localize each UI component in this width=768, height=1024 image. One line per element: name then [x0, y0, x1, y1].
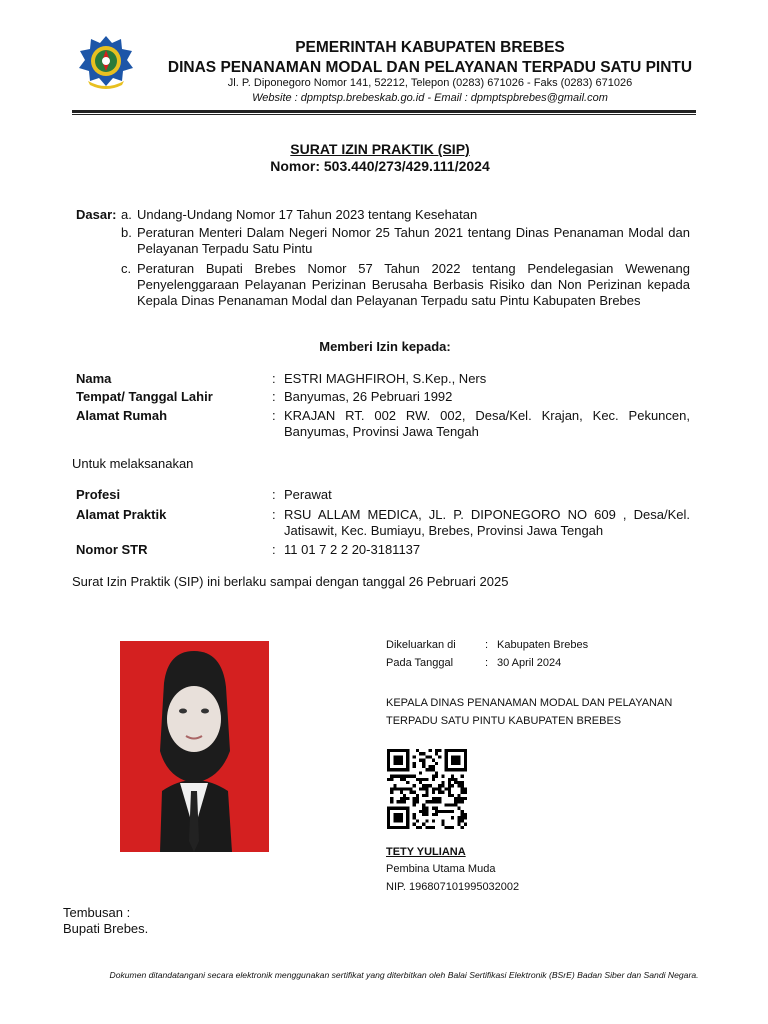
untuk-melaksanakan: Untuk melaksanakan — [72, 456, 194, 471]
alamat-praktik-value: RSU ALLAM MEDICA, JL. P. DIPONEGORO NO 609 , Desa/Kel. Jatisawit, Kec. Bumiayu, Brebes, Provinsi Jawa Tengah — [284, 507, 690, 538]
ttl-label: Tempat/ Tanggal Lahir — [76, 389, 213, 404]
dasar-marker-b: b. — [121, 225, 132, 240]
issue-place-label: Dikeluarkan di — [386, 639, 456, 651]
header-agency-name: DINAS PENANAMAN MODAL DAN PELAYANAN TERPADU SATU PINTU — [167, 59, 693, 76]
alamat-rumah-value: KRAJAN RT. 002 RW. 002, Desa/Kel. Krajan, Kec. Pekuncen, Banyumas, Provinsi Jawa Tengah — [284, 408, 690, 439]
dasar-marker-a: a. — [121, 207, 132, 222]
header-address: Jl. P. Diponegoro Nomor 141, 52212, Telepon (0283) 671026 - Faks (0283) 671026 — [227, 77, 633, 89]
dasar-label: Dasar: — [76, 207, 117, 222]
dasar-item-b: Peraturan Menteri Dalam Negeri Nomor 25 Tahun 2021 tentang Dinas Penanaman Modal dan Pelayanan Terpadu Satu Pintu — [137, 225, 690, 256]
official-title-line1: KEPALA DINAS PENANAMAN MODAL DAN PELAYANAN — [386, 697, 673, 709]
dasar-item-a: Undang-Undang Nomor 17 Tahun 2023 tentang Kesehatan — [137, 207, 478, 222]
validity-statement: Surat Izin Praktik (SIP) ini berlaku sampai dengan tanggal 26 Pebruari 2025 — [72, 574, 509, 589]
nama-label: Nama — [76, 371, 112, 386]
grant-heading: Memberi Izin kepada: — [319, 339, 451, 354]
document-title: SURAT IZIN PRAKTIK (SIP) — [290, 141, 470, 157]
colon: : — [272, 371, 276, 386]
holder-photo — [120, 641, 269, 852]
header-website-email: Website : dpmptsp.brebeskab.go.id - Email : dpmptspbrebes@gmail.com — [252, 92, 608, 104]
header-government-name: PEMERINTAH KABUPATEN BREBES — [295, 39, 565, 56]
issue-place-value: Kabupaten Brebes — [497, 639, 589, 651]
alamat-praktik-label: Alamat Praktik — [76, 507, 167, 522]
tembusan-recipient: Bupati Brebes. — [63, 921, 149, 936]
colon: : — [272, 507, 276, 522]
colon: : — [272, 408, 276, 423]
colon: : — [272, 487, 276, 502]
header-divider-thin — [72, 114, 696, 115]
colon: : — [485, 657, 489, 669]
official-title-line2: TERPADU SATU PINTU KABUPATEN BREBES — [386, 715, 622, 727]
document-number: Nomor: 503.440/273/429.111/2024 — [270, 158, 490, 174]
nama-value: ESTRI MAGHFIROH, S.Kep., Ners — [284, 371, 487, 386]
official-nip: NIP. 196807101995032002 — [386, 881, 520, 893]
colon: : — [485, 639, 489, 651]
nomor-str-label: Nomor STR — [76, 542, 148, 557]
profesi-label: Profesi — [76, 487, 121, 502]
issue-date-value: 30 April 2024 — [497, 657, 562, 669]
brebes-regency-emblem-icon — [76, 33, 136, 91]
official-name: TETY YULIANA — [386, 846, 466, 858]
tembusan-label: Tembusan : — [63, 905, 131, 920]
colon: : — [272, 542, 276, 557]
dasar-item-c: Peraturan Bupati Brebes Nomor 57 Tahun 2022 tentang Pendelegasian Wewenang Penyelenggaraan Pelayanan Perizinan Berusaha Berbasis Risiko dan Non Perizinan kepada Kepala Dinas Penanaman Modal dan Pelayanan Terpadu satu Pintu Kabupaten Brebes — [137, 261, 690, 308]
official-rank: Pembina Utama Muda — [386, 863, 496, 875]
alamat-rumah-label: Alamat Rumah — [76, 408, 168, 423]
profesi-value: Perawat — [284, 487, 332, 502]
ttl-value: Banyumas, 26 Pebruari 1992 — [284, 389, 453, 404]
issue-date-label: Pada Tanggal — [386, 657, 454, 669]
nomor-str-value: 11 01 7 2 2 20-3181137 — [284, 542, 421, 557]
colon: : — [272, 389, 276, 404]
e-signature-footer: Dokumen ditandatangani secara elektronik menggunakan sertifikat yang diterbitkan oleh Balai Sertifikasi Elektronik (BSrE) Badan Siber dan Sandi Negara. — [109, 970, 699, 980]
qr-code — [386, 749, 468, 829]
header-divider-thick — [72, 110, 696, 113]
dasar-marker-c: c. — [121, 261, 132, 276]
